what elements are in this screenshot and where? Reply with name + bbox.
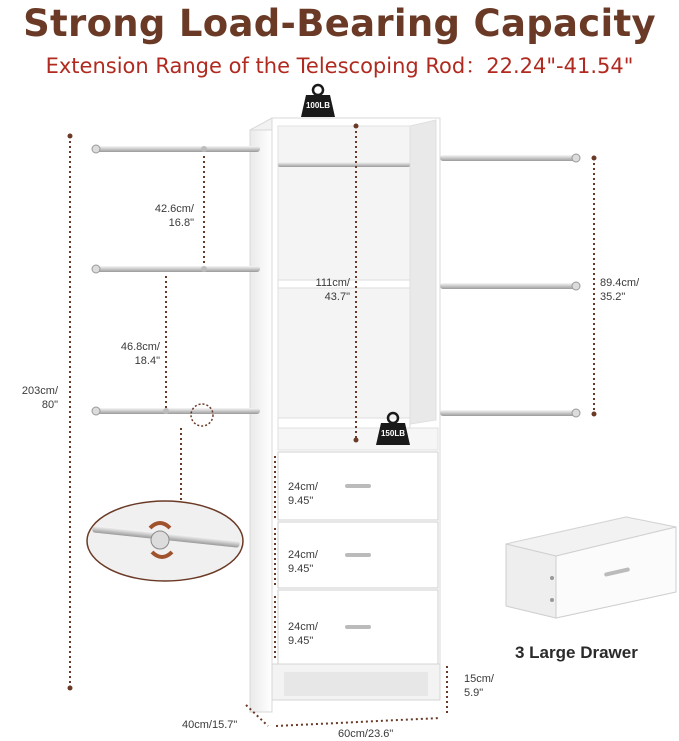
dim-total-height: 203cm/ 80"	[21, 385, 58, 411]
dim-drawer-2: 24cm/ 9.45"	[288, 549, 318, 575]
dim-tower-upper: 111cm/ 43.7"	[315, 277, 350, 303]
dim-drawer-3: 24cm/ 9.45"	[288, 621, 318, 647]
page-subtitle: Extension Range of the Telescoping Rod：22.24"-41.54"	[45, 54, 634, 78]
dim-rod-gap-top: 42.6cm/ 16.8"	[154, 203, 194, 229]
dim-base: 15cm/ 5.9"	[464, 673, 494, 699]
drawer-caption: 3 Large Drawer	[515, 643, 638, 662]
loose-drawer	[506, 517, 676, 618]
weight-label-top: 100LB	[305, 101, 330, 110]
page-title: Strong Load-Bearing Capacity	[23, 2, 656, 45]
left-rods	[92, 145, 260, 415]
dim-depth: 40cm/15.7"	[182, 719, 238, 731]
rod-detail-callout	[87, 501, 243, 581]
dim-rod-gap-bottom: 46.8cm/ 18.4"	[120, 341, 160, 367]
weight-label-middle: 150LB	[380, 429, 405, 438]
dim-drawer-1: 24cm/ 9.45"	[288, 481, 318, 507]
right-rods	[440, 154, 580, 417]
dim-right-rod-span: 89.4cm/ 35.2"	[600, 277, 640, 303]
dim-width: 60cm/23.6"	[338, 728, 394, 740]
